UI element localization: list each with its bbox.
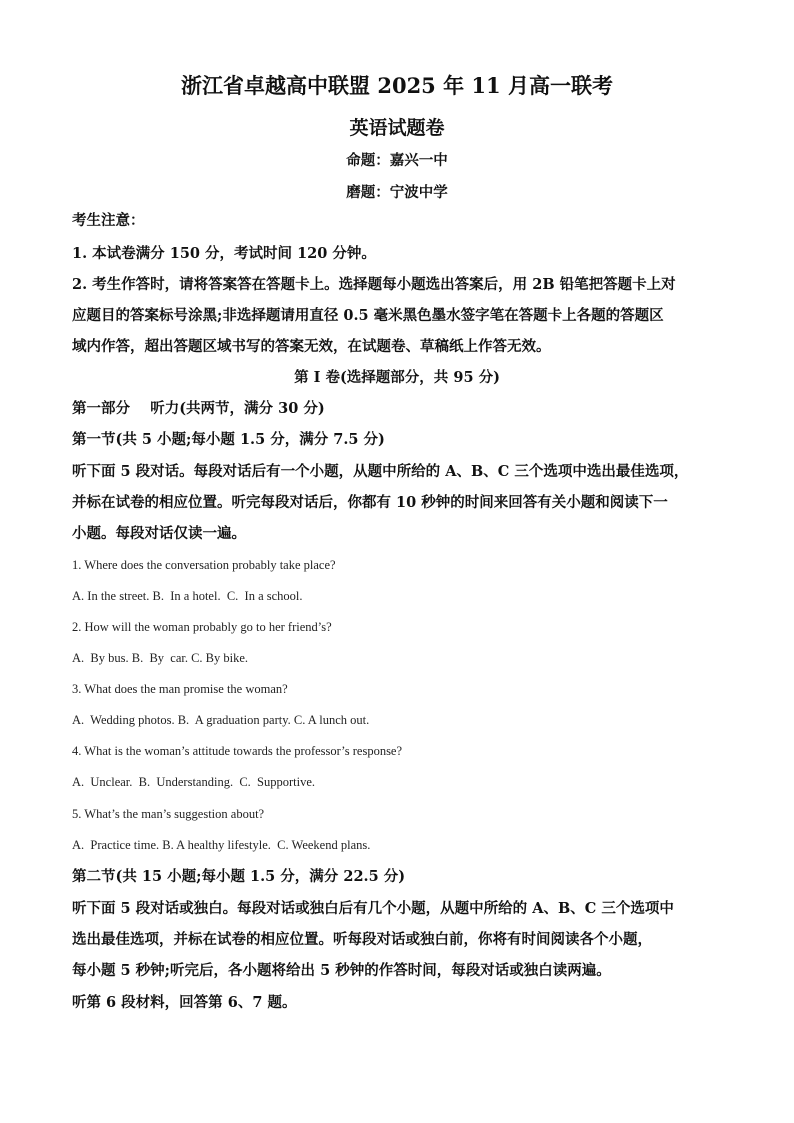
question-3-options: A. Wedding photos. B. A graduation party. C. A lunch out. [72,713,370,727]
volume-heading: 第 I 卷(选择题部分，共 95 分) [294,369,500,386]
reviewer-line: 磨题：宁波中学 [346,184,448,201]
question-1: 1. Where does the conversation probably take place? [72,558,336,572]
question-2: 2. How will the woman probably go to her friend’s? [72,620,332,634]
notice-item-2-line-1: 2. 考生作答时，请将答案答在答题卡上。选择题每小题选出答案后，用 2B 铅笔把答题卡上对 [72,276,676,293]
section1-instructions-line-2: 并标在试卷的相应位置。听完每段对话后，你都有 10 秒钟的时间来回答有关小题和阅读下一 [72,494,668,511]
notice-item-2-line-2: 应题目的答案标号涂黑;非选择题请用直径 0.5 毫米黑色墨水签字笔在答题卡上各题的答题区 [72,307,664,324]
notice-heading: 考生注意： [72,212,145,229]
section2-instructions-line-3: 每小题 5 秒钟;听完后，各小题将给出 5 秒钟的作答时间，每段对话或独白读两遍。 [72,962,611,979]
question-5-options: A. Practice time. B. A healthy lifestyle. C. Weekend plans. [72,838,371,852]
notice-item-2-line-3: 域内作答，超出答题区域书写的答案无效，在试题卷、草稿纸上作答无效。 [72,338,551,355]
section2-instructions-line-4: 听第 6 段材料，回答第 6、7 题。 [72,994,297,1011]
section1-instructions-line-3: 小题。每段对话仅读一遍。 [72,525,246,542]
exam-title: 浙江省卓越高中联盟 2025 年 11 月高一联考 [181,73,613,98]
section2-instructions-line-1: 听下面 5 段对话或独白。每段对话或独白后有几个小题，从题中所给的 A、B、C 三个选项中 [72,900,674,917]
question-5: 5. What’s the man’s suggestion about? [72,807,265,821]
question-4: 4. What is the woman’s attitude towards the professor’s response? [72,744,403,758]
question-2-options: A. By bus. B. By car. C. By bike. [72,651,249,665]
section1-instructions-line-1: 听下面 5 段对话。每段对话后有一个小题，从题中所给的 A、B、C 三个选项中选出最佳选项， [72,463,689,480]
question-1-options: A. In the street. B. In a hotel. C. In a school. [72,589,303,603]
section2-heading: 第二节(共 15 小题;每小题 1.5 分，满分 22.5 分) [72,868,406,885]
section2-instructions-line-2: 选出最佳选项，并标在试卷的相应位置。听每段对话或独白前，你将有时间阅读各个小题， [72,931,652,948]
part1-heading: 第一部分 听力(共两节，满分 30 分) [72,400,325,417]
question-4-options: A. Unclear. B. Understanding. C. Supportive. [72,775,316,789]
proposer-line: 命题：嘉兴一中 [346,152,448,169]
section1-heading: 第一节(共 5 小题;每小题 1.5 分，满分 7.5 分) [72,431,385,448]
exam-subtitle: 英语试题卷 [349,117,445,139]
question-3: 3. What does the man promise the woman? [72,682,288,696]
notice-item-1: 1. 本试卷满分 150 分，考试时间 120 分钟。 [72,245,376,262]
